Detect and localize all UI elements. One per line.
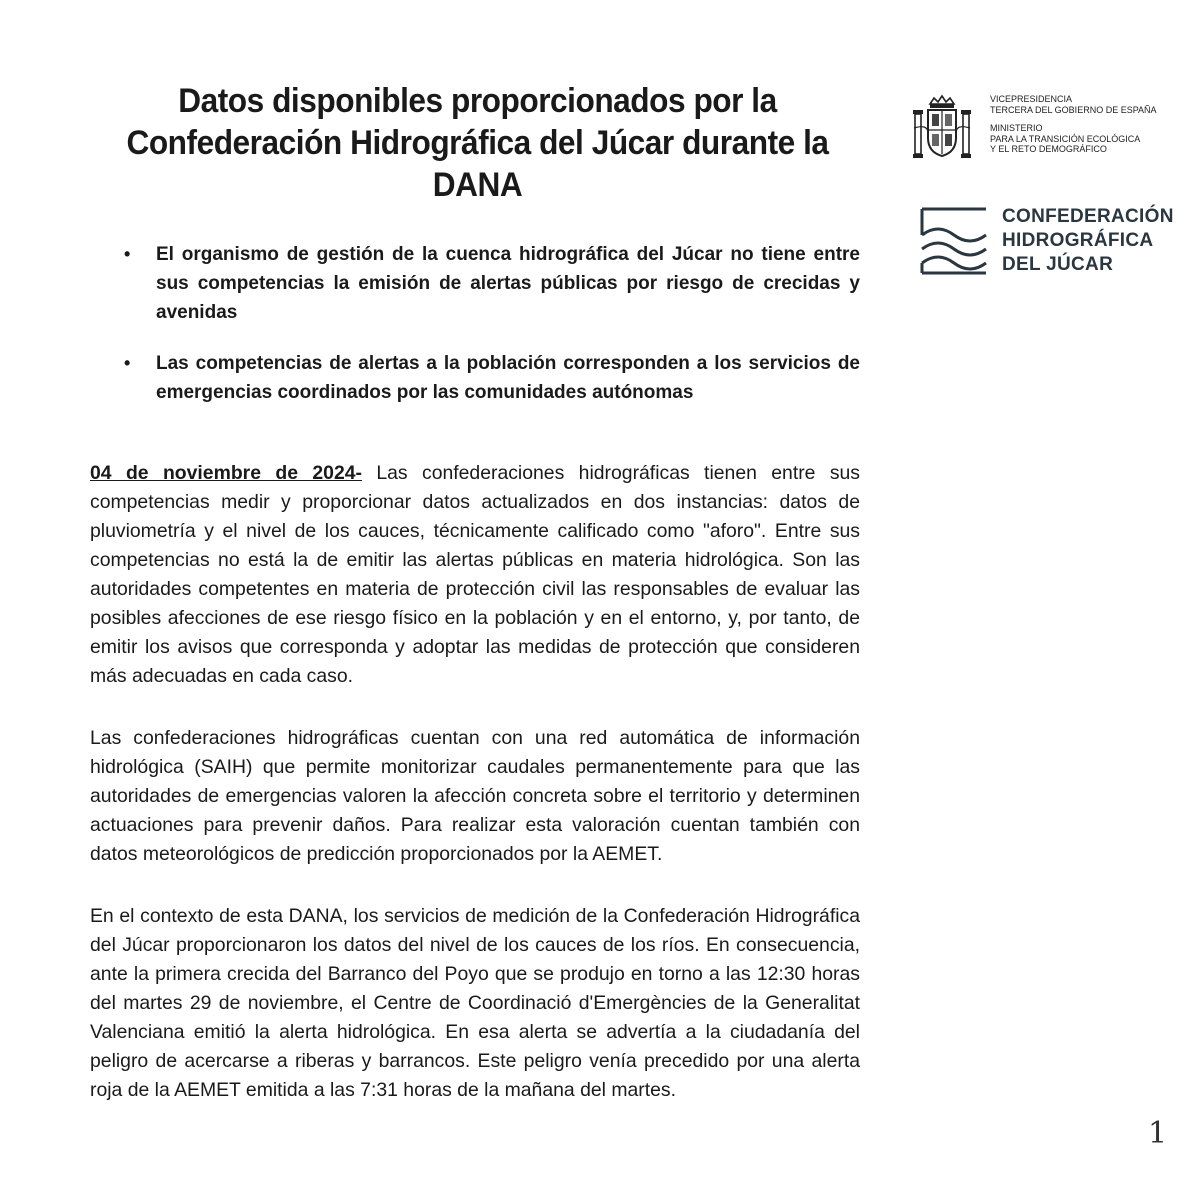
key-point-text: Las competencias de alertas a la población corresponden a los servicios de emergencias coordinados por las comunidades autónomas <box>156 353 860 403</box>
paragraph-1 <box>90 459 860 691</box>
bullet-icon: • <box>124 244 131 264</box>
key-points-list <box>120 240 860 429</box>
page-title: Datos disponibles proporcionados por la Confederación Hidrográfica del Júcar durante la DANA <box>126 82 829 204</box>
chj-line: DEL JÚCAR <box>1002 254 1114 275</box>
key-point-text: El organismo de gestión de la cuenca hidrográfica del Júcar no tiene entre sus competencias la emisión de alertas públicas por riesgo de crecidas y avenidas <box>156 244 860 323</box>
chj-line: HIDROGRÁFICA <box>1002 230 1154 251</box>
key-point-1 <box>120 240 860 327</box>
gov-line: MINISTERIO <box>990 123 1043 133</box>
key-point-2 <box>120 349 860 407</box>
dateline: 04 de noviembre de 2024- <box>90 462 362 484</box>
chj-wave-icon <box>918 205 990 277</box>
paragraph-3: En el contexto de esta DANA, los servicios de medición de la Confederación Hidrográfica del Júcar proporcionaron los datos del nivel de los cauces de los ríos. En consecuencia, ante la primera crecida del Barranco del Poyo que se produjo en torno a las 12:30 horas del martes 29 de noviembre, el Centre de Coordinació d'Emergències de la Generalitat Valenciana emitió la alerta hidrológica. En esa alerta se advertía a la ciudadanía del peligro de acercarse a riberas y barrancos. Este peligro venía precedido por una alerta roja de la AEMET emitida a las 7:31 horas de la mañana del martes. <box>90 905 860 1101</box>
paragraph-1-text: Las confederaciones hidrográficas tienen entre sus competencias medir y proporcionar datos actualizados en dos instancias: datos de pluviometría y el nivel de los cauces, técnicamente calificado como "aforo". Entre sus competencias no está la de emitir las alertas públicas en materia hidrológica. Son las autoridades competentes en materia de protección civil las responsables de evaluar las posibles afecciones de ese riesgo físico en la población y en el entorno, y, por tanto, de emitir los avisos que corresponda y adoptar las medidas de protección que consideren más adecuadas en cada caso. <box>90 462 861 687</box>
chj-line: CONFEDERACIÓN <box>1002 206 1174 227</box>
gov-line: VICEPRESIDENCIA <box>990 94 1073 104</box>
bullet-icon: • <box>124 353 131 373</box>
gov-line: Y EL RETO DEMOGRÁFICO <box>990 144 1107 154</box>
government-logo <box>912 94 1182 166</box>
gov-line: TERCERA DEL GOBIERNO DE ESPAÑA <box>990 104 1157 115</box>
gov-line: PARA LA TRANSICIÓN ECOLÓGICA <box>990 133 1141 144</box>
chj-text <box>1002 205 1174 277</box>
paragraph-2: Las confederaciones hidrográficas cuentan con una red automática de información hidrológica (SAIH) que permite monitorizar caudales permanentemente para que las autoridades de emergencias valoren la afección concreta sobre el territorio y determinen actuaciones para prevenir daños. Para realizar esta valoración cuentan también con datos meteorológicos de predicción proporcionados por la AEMET. <box>90 727 860 865</box>
government-text <box>990 94 1157 155</box>
chj-logo <box>918 205 1174 277</box>
coat-of-arms-icon <box>912 94 972 166</box>
page-number: 1 <box>1148 1116 1168 1151</box>
body-text <box>90 459 860 1138</box>
